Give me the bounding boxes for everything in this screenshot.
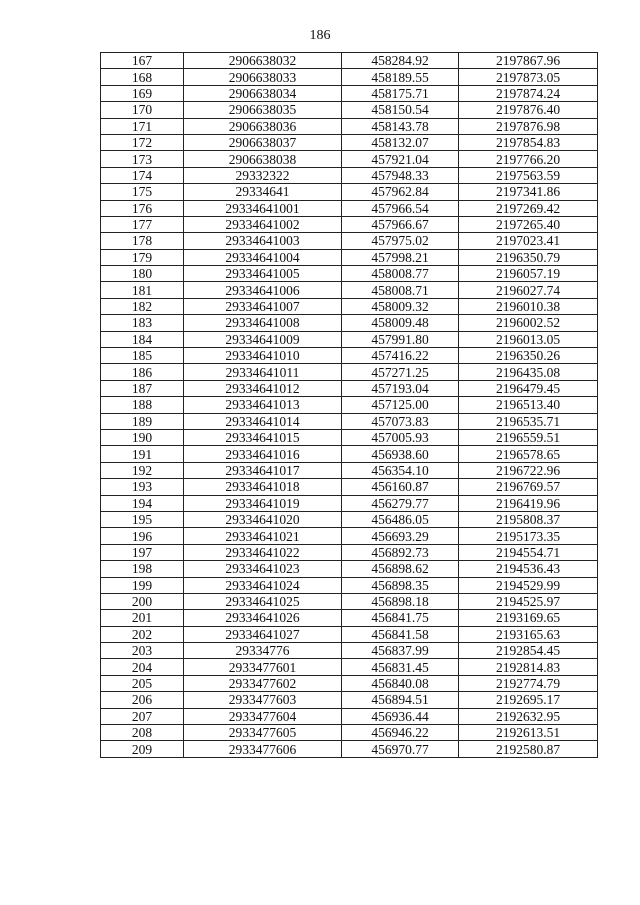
table-row: [101, 659, 598, 675]
row-number-cell: 176: [101, 200, 184, 216]
x-coordinate-cell: 457966.54: [342, 200, 459, 216]
row-number-cell: 183: [101, 315, 184, 331]
point-id-cell: 2933477601: [184, 659, 342, 675]
row-number-cell: 187: [101, 380, 184, 396]
row-number-cell: 209: [101, 741, 184, 757]
row-number-cell: 196: [101, 528, 184, 544]
y-coordinate-cell: 2196010.38: [459, 298, 598, 314]
row-number-cell: 201: [101, 610, 184, 626]
y-coordinate-cell: 2197876.40: [459, 102, 598, 118]
point-id-cell: 29334641009: [184, 331, 342, 347]
x-coordinate-cell: 457921.04: [342, 151, 459, 167]
row-number-cell: 197: [101, 544, 184, 560]
row-number-cell: 168: [101, 69, 184, 85]
row-number-cell: 207: [101, 708, 184, 724]
row-number-cell: 174: [101, 167, 184, 183]
page-number: 186: [309, 28, 331, 43]
point-id-cell: 2906638036: [184, 118, 342, 134]
x-coordinate-cell: 456831.45: [342, 659, 459, 675]
point-id-cell: 29334776: [184, 643, 342, 659]
x-coordinate-cell: 457125.00: [342, 397, 459, 413]
row-number-cell: 167: [101, 53, 184, 69]
y-coordinate-cell: 2197341.86: [459, 184, 598, 200]
coordinates-table-body: [101, 53, 598, 758]
point-id-cell: 2933477603: [184, 692, 342, 708]
x-coordinate-cell: 458150.54: [342, 102, 459, 118]
table-row: [101, 167, 598, 183]
point-id-cell: 2933477602: [184, 675, 342, 691]
table-row: [101, 298, 598, 314]
table-row: [101, 331, 598, 347]
y-coordinate-cell: 2192774.79: [459, 675, 598, 691]
point-id-cell: 29334641010: [184, 348, 342, 364]
table-row: [101, 462, 598, 478]
point-id-cell: 29334641004: [184, 249, 342, 265]
point-id-cell: 29334641003: [184, 233, 342, 249]
y-coordinate-cell: 2196535.71: [459, 413, 598, 429]
x-coordinate-cell: 458175.71: [342, 85, 459, 101]
point-id-cell: 2906638035: [184, 102, 342, 118]
point-id-cell: 29334641024: [184, 577, 342, 593]
table-row: [101, 495, 598, 511]
point-id-cell: 2906638033: [184, 69, 342, 85]
y-coordinate-cell: 2192814.83: [459, 659, 598, 675]
x-coordinate-cell: 458009.32: [342, 298, 459, 314]
x-coordinate-cell: 458008.71: [342, 282, 459, 298]
y-coordinate-cell: 2197867.96: [459, 53, 598, 69]
table-row: [101, 675, 598, 691]
table-row: [101, 118, 598, 134]
x-coordinate-cell: 456938.60: [342, 446, 459, 462]
point-id-cell: 2906638032: [184, 53, 342, 69]
point-id-cell: 29334641019: [184, 495, 342, 511]
x-coordinate-cell: 458284.92: [342, 53, 459, 69]
y-coordinate-cell: 2192613.51: [459, 725, 598, 741]
point-id-cell: 29334641011: [184, 364, 342, 380]
y-coordinate-cell: 2196435.08: [459, 364, 598, 380]
x-coordinate-cell: 457975.02: [342, 233, 459, 249]
point-id-cell: 29334641016: [184, 446, 342, 462]
point-id-cell: 2906638037: [184, 134, 342, 150]
table-row: [101, 397, 598, 413]
x-coordinate-cell: 456841.58: [342, 626, 459, 642]
row-number-cell: 194: [101, 495, 184, 511]
row-number-cell: 199: [101, 577, 184, 593]
row-number-cell: 172: [101, 134, 184, 150]
row-number-cell: 175: [101, 184, 184, 200]
y-coordinate-cell: 2194554.71: [459, 544, 598, 560]
x-coordinate-cell: 456354.10: [342, 462, 459, 478]
x-coordinate-cell: 456892.73: [342, 544, 459, 560]
x-coordinate-cell: 456970.77: [342, 741, 459, 757]
x-coordinate-cell: 456160.87: [342, 479, 459, 495]
table-row: [101, 266, 598, 282]
table-row: [101, 184, 598, 200]
point-id-cell: 29334641008: [184, 315, 342, 331]
table-row: [101, 479, 598, 495]
row-number-cell: 192: [101, 462, 184, 478]
row-number-cell: 189: [101, 413, 184, 429]
row-number-cell: 193: [101, 479, 184, 495]
table-row: [101, 429, 598, 445]
x-coordinate-cell: 456898.18: [342, 593, 459, 609]
table-row: [101, 511, 598, 527]
point-id-cell: 29334641020: [184, 511, 342, 527]
y-coordinate-cell: 2193169.65: [459, 610, 598, 626]
table-row: [101, 282, 598, 298]
y-coordinate-cell: 2193165.63: [459, 626, 598, 642]
table-row: [101, 692, 598, 708]
x-coordinate-cell: 456840.08: [342, 675, 459, 691]
y-coordinate-cell: 2196350.26: [459, 348, 598, 364]
table-row: [101, 102, 598, 118]
y-coordinate-cell: 2194529.99: [459, 577, 598, 593]
y-coordinate-cell: 2196722.96: [459, 462, 598, 478]
y-coordinate-cell: 2197854.83: [459, 134, 598, 150]
y-coordinate-cell: 2192632.95: [459, 708, 598, 724]
row-number-cell: 198: [101, 561, 184, 577]
table-row: [101, 380, 598, 396]
table-row: [101, 53, 598, 69]
y-coordinate-cell: 2196419.96: [459, 495, 598, 511]
table-row: [101, 249, 598, 265]
row-number-cell: 191: [101, 446, 184, 462]
row-number-cell: 208: [101, 725, 184, 741]
row-number-cell: 180: [101, 266, 184, 282]
y-coordinate-cell: 2196350.79: [459, 249, 598, 265]
y-coordinate-cell: 2195173.35: [459, 528, 598, 544]
row-number-cell: 203: [101, 643, 184, 659]
x-coordinate-cell: 458143.78: [342, 118, 459, 134]
y-coordinate-cell: 2197876.98: [459, 118, 598, 134]
y-coordinate-cell: 2197269.42: [459, 200, 598, 216]
y-coordinate-cell: 2195808.37: [459, 511, 598, 527]
point-id-cell: 29332322: [184, 167, 342, 183]
x-coordinate-cell: 456693.29: [342, 528, 459, 544]
x-coordinate-cell: 456837.99: [342, 643, 459, 659]
y-coordinate-cell: 2196559.51: [459, 429, 598, 445]
y-coordinate-cell: 2197023.41: [459, 233, 598, 249]
table-row: [101, 134, 598, 150]
table-row: [101, 348, 598, 364]
x-coordinate-cell: 458008.77: [342, 266, 459, 282]
y-coordinate-cell: 2196578.65: [459, 446, 598, 462]
point-id-cell: 2906638034: [184, 85, 342, 101]
table-row: [101, 561, 598, 577]
row-number-cell: 195: [101, 511, 184, 527]
x-coordinate-cell: 457998.21: [342, 249, 459, 265]
row-number-cell: 205: [101, 675, 184, 691]
y-coordinate-cell: 2196013.05: [459, 331, 598, 347]
point-id-cell: 29334641013: [184, 397, 342, 413]
point-id-cell: 2933477605: [184, 725, 342, 741]
table-row: [101, 626, 598, 642]
row-number-cell: 184: [101, 331, 184, 347]
row-number-cell: 188: [101, 397, 184, 413]
point-id-cell: 29334641021: [184, 528, 342, 544]
x-coordinate-cell: 456946.22: [342, 725, 459, 741]
x-coordinate-cell: 456936.44: [342, 708, 459, 724]
y-coordinate-cell: 2197873.05: [459, 69, 598, 85]
point-id-cell: 29334641026: [184, 610, 342, 626]
point-id-cell: 29334641022: [184, 544, 342, 560]
x-coordinate-cell: 456898.35: [342, 577, 459, 593]
point-id-cell: 29334641007: [184, 298, 342, 314]
y-coordinate-cell: 2192695.17: [459, 692, 598, 708]
row-number-cell: 170: [101, 102, 184, 118]
table-row: [101, 216, 598, 232]
x-coordinate-cell: 457073.83: [342, 413, 459, 429]
table-row: [101, 610, 598, 626]
x-coordinate-cell: 457193.04: [342, 380, 459, 396]
point-id-cell: 29334641023: [184, 561, 342, 577]
table-row: [101, 643, 598, 659]
table-row: [101, 544, 598, 560]
table-row: [101, 315, 598, 331]
table-row: [101, 151, 598, 167]
point-id-cell: 29334641: [184, 184, 342, 200]
x-coordinate-cell: 457962.84: [342, 184, 459, 200]
point-id-cell: 29334641006: [184, 282, 342, 298]
row-number-cell: 182: [101, 298, 184, 314]
y-coordinate-cell: 2196769.57: [459, 479, 598, 495]
y-coordinate-cell: 2197766.20: [459, 151, 598, 167]
table-row: [101, 69, 598, 85]
table-row: [101, 364, 598, 380]
y-coordinate-cell: 2196002.52: [459, 315, 598, 331]
table-row: [101, 528, 598, 544]
row-number-cell: 178: [101, 233, 184, 249]
row-number-cell: 177: [101, 216, 184, 232]
x-coordinate-cell: 457005.93: [342, 429, 459, 445]
table-row: [101, 413, 598, 429]
x-coordinate-cell: 456486.05: [342, 511, 459, 527]
table-row: [101, 725, 598, 741]
point-id-cell: 2933477606: [184, 741, 342, 757]
row-number-cell: 179: [101, 249, 184, 265]
row-number-cell: 202: [101, 626, 184, 642]
row-number-cell: 206: [101, 692, 184, 708]
point-id-cell: 29334641018: [184, 479, 342, 495]
point-id-cell: 29334641001: [184, 200, 342, 216]
x-coordinate-cell: 457948.33: [342, 167, 459, 183]
row-number-cell: 185: [101, 348, 184, 364]
row-number-cell: 204: [101, 659, 184, 675]
table-row: [101, 200, 598, 216]
row-number-cell: 186: [101, 364, 184, 380]
table-row: [101, 593, 598, 609]
x-coordinate-cell: 458009.48: [342, 315, 459, 331]
table-row: [101, 233, 598, 249]
point-id-cell: 29334641025: [184, 593, 342, 609]
row-number-cell: 200: [101, 593, 184, 609]
x-coordinate-cell: 458189.55: [342, 69, 459, 85]
y-coordinate-cell: 2196513.40: [459, 397, 598, 413]
coordinates-table: [100, 52, 598, 758]
y-coordinate-cell: 2194536.43: [459, 561, 598, 577]
point-id-cell: 29334641027: [184, 626, 342, 642]
point-id-cell: 29334641017: [184, 462, 342, 478]
x-coordinate-cell: 456894.51: [342, 692, 459, 708]
y-coordinate-cell: 2196479.45: [459, 380, 598, 396]
table-row: [101, 708, 598, 724]
y-coordinate-cell: 2196057.19: [459, 266, 598, 282]
table-row: [101, 85, 598, 101]
table-row: [101, 446, 598, 462]
point-id-cell: 29334641002: [184, 216, 342, 232]
point-id-cell: 29334641015: [184, 429, 342, 445]
x-coordinate-cell: 457416.22: [342, 348, 459, 364]
row-number-cell: 190: [101, 429, 184, 445]
x-coordinate-cell: 456841.75: [342, 610, 459, 626]
row-number-cell: 171: [101, 118, 184, 134]
y-coordinate-cell: 2197874.24: [459, 85, 598, 101]
row-number-cell: 173: [101, 151, 184, 167]
point-id-cell: 2906638038: [184, 151, 342, 167]
y-coordinate-cell: 2194525.97: [459, 593, 598, 609]
row-number-cell: 169: [101, 85, 184, 101]
y-coordinate-cell: 2197563.59: [459, 167, 598, 183]
x-coordinate-cell: 457271.25: [342, 364, 459, 380]
row-number-cell: 181: [101, 282, 184, 298]
point-id-cell: 2933477604: [184, 708, 342, 724]
y-coordinate-cell: 2192580.87: [459, 741, 598, 757]
y-coordinate-cell: 2192854.45: [459, 643, 598, 659]
y-coordinate-cell: 2196027.74: [459, 282, 598, 298]
x-coordinate-cell: 456898.62: [342, 561, 459, 577]
point-id-cell: 29334641014: [184, 413, 342, 429]
x-coordinate-cell: 456279.77: [342, 495, 459, 511]
x-coordinate-cell: 458132.07: [342, 134, 459, 150]
point-id-cell: 29334641005: [184, 266, 342, 282]
y-coordinate-cell: 2197265.40: [459, 216, 598, 232]
x-coordinate-cell: 457991.80: [342, 331, 459, 347]
point-id-cell: 29334641012: [184, 380, 342, 396]
table-row: [101, 741, 598, 757]
table-row: [101, 577, 598, 593]
x-coordinate-cell: 457966.67: [342, 216, 459, 232]
